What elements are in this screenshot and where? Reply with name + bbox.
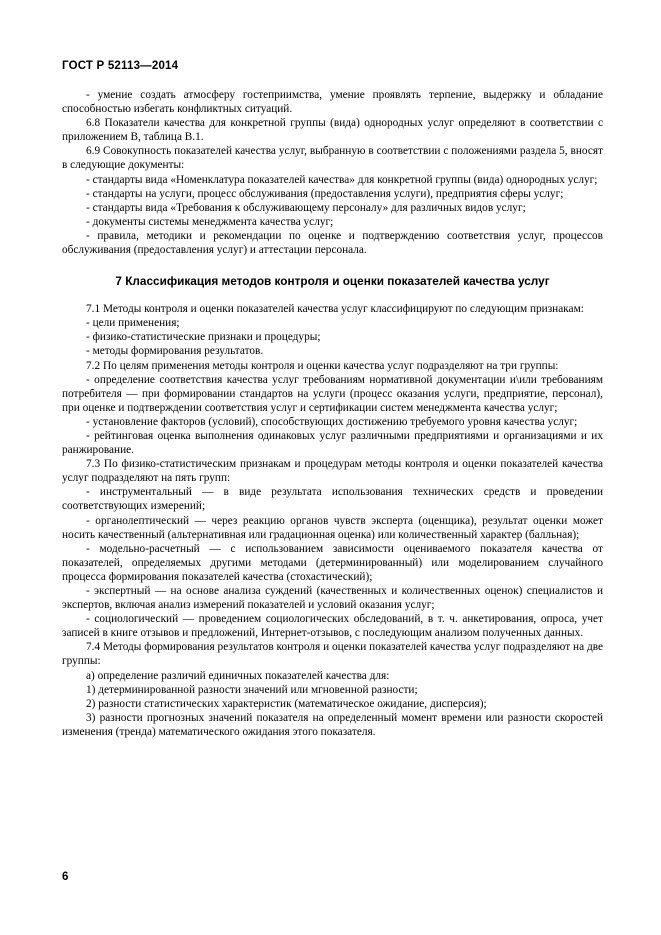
body-paragraph: - правила, методики и рекомендации по оценке и подтверждению соответствия услуг, процессов обслуживания (предоставления услуг) и аттестации персонала. [62,229,603,257]
body-paragraph: 7.3 По физико-статистическим признакам и процедурам методы контроля и оценки показателей качества услуг подразделяют на пять групп: [62,458,603,485]
body-paragraph: - физико-статистические признаки и процедуры; [86,331,321,344]
body-paragraph: 7.2 По целям применения методы контроля и оценки качества услуг подразделяют на три группы: [86,359,559,372]
body-paragraph: а) определение различий единичных показателей качества для: [86,669,390,682]
body-paragraph: 7.4 Методы формирования результатов контроля и оценки показателей качества услуг подразделяют на две группы: [62,641,603,668]
body-paragraph: - определение соответствия качества услуг требованиям нормативной документации и\или требованиям потребителя — при формировании стандартов на услуги (процесс оказания услуги, предприятие, персонал), при оценке и подтверждении соответствия услуг и сертификации систем менеджмента качества услуг; [62,373,603,414]
section-heading: 7 Классификация методов контроля и оценки показателей качества услуг [115,274,550,289]
body-paragraph: 6.9 Совокупность показателей качества услуг, выбранную в соответствии с положениями раздела 5, вносят в следующие документы: [62,145,603,172]
body-paragraph: - социологический — проведением социологических обследований, в т. ч. анкетирования, опроса, учет записей в книге отзывов и предложений, Интернет-отзывов, с последующим анализом полученных данных. [62,613,603,640]
body-paragraph: 3) разности прогнозных значений показателя на определенный момент времени или разности скоростей изменения (тренда) математического ожидания этого показателя. [62,711,603,738]
body-paragraph: - инструментальный — в виде результата использования технических средств и проведении соответствующих измерений; [62,486,603,513]
document-standard-number: ГОСТ Р 52113—2014 [62,60,179,72]
body-paragraph: - экспертный — на основе анализа суждений (качественных и количественных оценок) специалистов и экспертов, включая анализ измерений показателей и условий оказания услуг; [62,585,603,612]
page-number: 6 [62,871,69,883]
body-paragraph: - цели применения; [86,317,180,330]
body-paragraph: - стандарты на услуги, процесс обслуживания (предоставления услуги), предприятия сферы услуг; [86,187,564,200]
body-paragraph: - методы формирования результатов. [86,345,264,358]
body-paragraph: 2) разности статистических характеристик (математическое ожидание, дисперсия); [86,697,487,710]
body-paragraph: - стандарты вида «Номенклатура показателей качества» для конкретной группы (вида) однородных услуг; [86,173,598,186]
body-paragraph: - стандарты вида «Требования к обслуживающему персоналу» для различных видов услуг; [86,201,526,214]
body-paragraph: 6.8 Показатели качества для конкретной группы (вида) однородных услуг определяют в соответствии с приложением В, таблица В.1. [62,117,603,144]
body-paragraph: - умение создать атмосферу гостеприимства, умение проявлять терпение, выдержку и обладание способностью избегать конфликтных ситуаций. [62,89,603,116]
body-paragraph: - установление факторов (условий), способствующих достижению требуемого уровня качества услуг; [86,415,578,428]
body-paragraph: - органолептический — через реакцию органов чувств эксперта (оценщика), результат оценки может носить качественный (альтернативная или градационная оценка) или количественный характер (балльная); [62,514,603,541]
body-paragraph: 1) детерминированной разности значений или мгновенной разности; [86,683,418,696]
body-paragraph: - рейтинговая оценка выполнения одинаковых услуг различными предприятиями и организациями и их ранжирование. [62,429,603,457]
document-body [62,88,603,739]
body-paragraph: 7.1 Методы контроля и оценки показателей качества услуг классифицируют по следующим признакам: [86,303,584,316]
body-paragraph: - документы системы менеджмента качества услуг; [86,215,334,228]
body-paragraph: - модельно-расчетный — с использованием зависимости оцениваемого показателя качества от показателей, определяемых другими методами (детерминированный) или моделированием случайного процесса формирования показателей качества (стохастический); [62,542,603,583]
